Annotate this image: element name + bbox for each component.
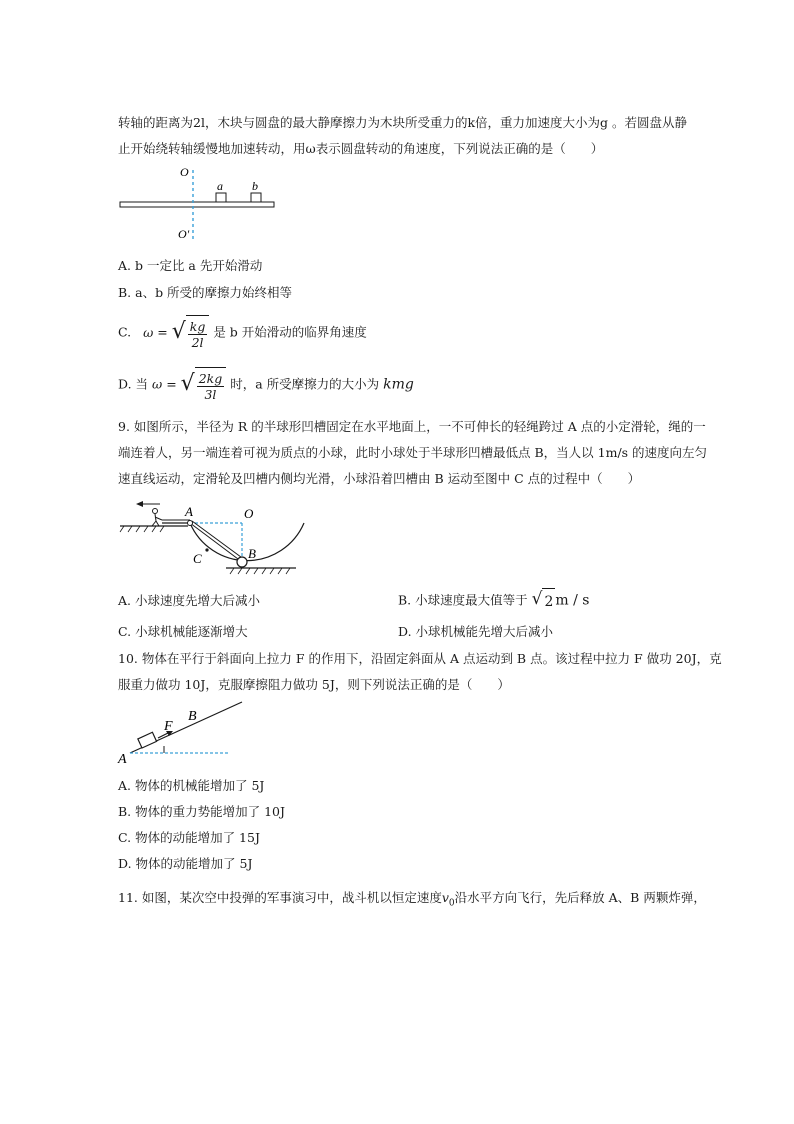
axis-label-bottom: O': [178, 227, 190, 241]
q10-option-c: C. 物体的动能增加了 15J: [118, 830, 260, 845]
q8-option-c-prefix: C.: [118, 324, 132, 340]
q9-stem-line2: 端连着人，另一端连着可视为质点的小球，此时小球处于半球形凹槽最低点 B，当人以 1m/s 的速度向左匀: [118, 445, 708, 460]
label-O: O: [244, 506, 254, 521]
label-A: A: [118, 752, 127, 767]
q11-stem-suffix: 沿水平方向飞行，先后释放 A、B 两颗炸弹，: [454, 890, 706, 905]
q8-option-d-prefix: D. 当: [118, 376, 149, 392]
q9-option-c: C. 小球机械能逐渐增大: [118, 624, 248, 639]
q8-option-c: [118, 315, 367, 351]
speed-unit: m / s: [555, 592, 590, 609]
q10-incline-figure: [118, 700, 248, 766]
ball: [237, 557, 247, 567]
q9-option-d: D. 小球机械能先增大后减小: [398, 624, 554, 639]
q9-groove-figure: [118, 496, 308, 580]
velocity-symbol: v: [441, 890, 449, 905]
fraction-denominator: 2l: [191, 335, 204, 350]
label-A: A: [185, 504, 193, 519]
q10-stem-line2: 服重力做功 10J，克服摩擦阻力做功 5J，则下列说法正确的是（ ）: [118, 677, 510, 692]
sqrt-expression: √ $\frac{kg}{2l}$: [172, 315, 210, 351]
friction-value: kmg: [383, 376, 414, 393]
q11-stem-prefix: 11. 如图，某次空中投弹的军事演习中，战斗机以恒定速度: [118, 890, 442, 905]
person-icon: [152, 509, 162, 527]
q8-option-d: [118, 367, 414, 403]
block-a-label: a: [217, 179, 223, 193]
q8-disc-figure: [118, 164, 278, 246]
q8-option-b: B. a、b 所受的摩擦力始终相等: [118, 285, 293, 300]
q9-option-b: [398, 588, 589, 614]
q8-option-d-text: 时，a 所受摩擦力的大小为: [230, 376, 380, 392]
q11-stem-line1: [118, 889, 706, 913]
equals-sign: =: [166, 376, 177, 392]
q9-option-b-prefix: B. 小球速度最大值等于: [398, 592, 528, 608]
sqrt-expression: √ $\frac{2kg}{3l}$: [181, 367, 227, 403]
fraction-numerator: kg: [189, 319, 206, 334]
q9-stem-line1: 9. 如图所示，半径为 R 的半球形凹槽固定在水平地面上，一不可伸长的轻绳跨过 A 点的小定滑轮，绳的一: [118, 419, 706, 434]
q10-option-d: D. 物体的动能增加了 5J: [118, 856, 253, 871]
q10-stem-line1: 10. 物体在平行于斜面向上拉力 F 的作用下，沿固定斜面从 A 点运动到 B 点。该过程中拉力 F 做功 20J，克: [118, 651, 722, 666]
sqrt-radicand: 2: [542, 588, 555, 614]
block-b-label: b: [252, 179, 258, 193]
q8-option-a: A. b 一定比 a 先开始滑动: [118, 258, 263, 273]
fraction-numerator: 2kg: [198, 371, 223, 386]
label-B: B: [248, 546, 256, 561]
fraction-denominator: 3l: [204, 387, 217, 402]
block: [138, 732, 157, 748]
label-C: C: [193, 551, 202, 566]
q8-intro-line1: 转轴的距离为2l，木块与圆盘的最大静摩擦力为木块所受重力的k倍，重力加速度大小为g 。若圆盘从静: [118, 115, 688, 130]
block-a: [216, 193, 226, 202]
block-b: [251, 193, 261, 202]
q9-option-a: A. 小球速度先增大后减小: [118, 593, 260, 608]
pulley: [188, 521, 193, 526]
equals-sign: =: [157, 324, 168, 340]
q8-intro-line2: 止开始绕转轴缓慢地加速转动，用ω表示圆盘转动的角速度，下列说法正确的是（ ）: [118, 141, 604, 156]
q8-option-c-text: 是 b 开始滑动的临界角速度: [213, 324, 367, 340]
q9-stem-line3: 速直线运动，定滑轮及凹槽内侧均光滑，小球沿着凹槽由 B 运动至图中 C 点的过程中（ ）: [118, 471, 641, 486]
axis-label-top: O: [180, 165, 189, 179]
label-F: F: [164, 719, 173, 734]
label-B: B: [188, 709, 197, 724]
sqrt-expression: √ 2: [532, 588, 556, 614]
q10-option-b: B. 物体的重力势能增加了 10J: [118, 804, 286, 819]
velocity-subscript: 0: [448, 898, 455, 909]
disc-plate: [120, 202, 274, 207]
omega-symbol: ω: [143, 324, 154, 340]
groove-arc: [190, 523, 304, 561]
q10-option-a: A. 物体的机械能增加了 5J: [118, 778, 265, 793]
omega-symbol: ω: [152, 376, 163, 392]
